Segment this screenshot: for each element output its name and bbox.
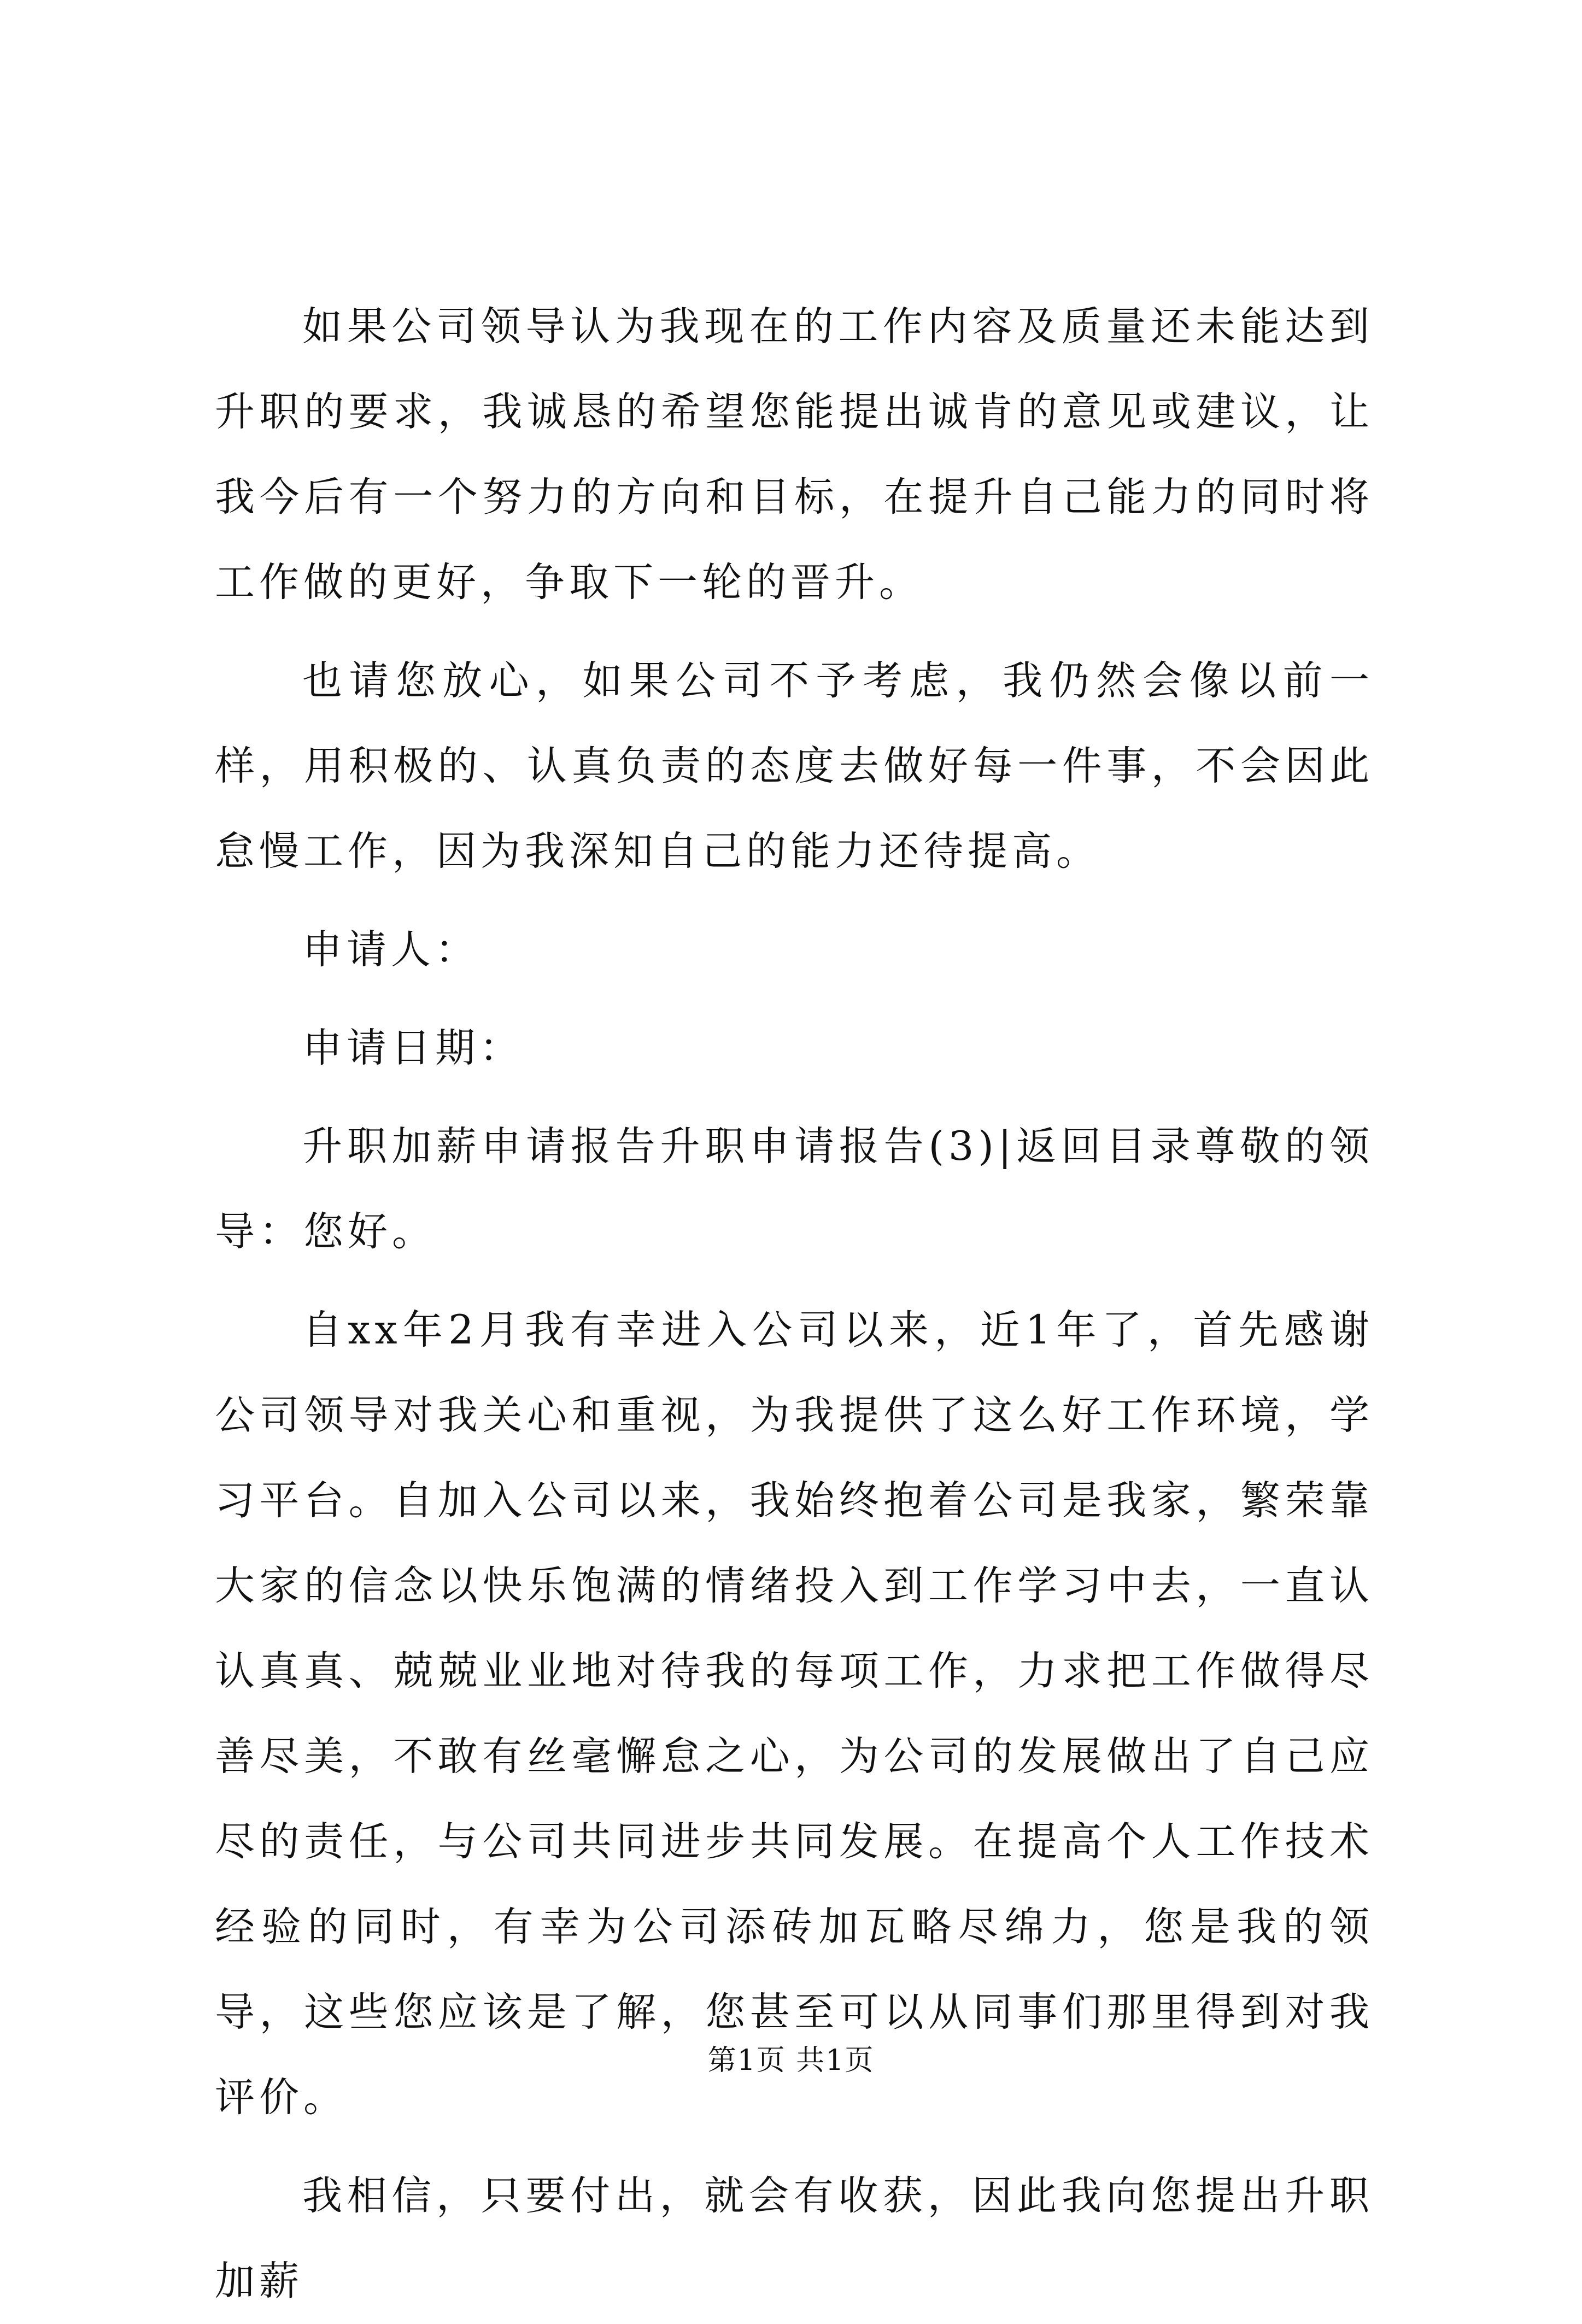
document-body	[215, 284, 1374, 2324]
applicant-line: 申请人：	[302, 926, 479, 973]
paragraph-promotion-feedback: 如果公司领导认为我现在的工作内容及质量还未能达到升职的要求，我诚恳的希望您能提出诚肯的意见或建议，让我今后有一个努力的方向和目标，在提升自己能力的同时将工作做的更好，争取下一轮的晋升。	[215, 303, 1374, 606]
paragraph-request: 我相信，只要付出，就会有收获，因此我向您提出升职加薪	[215, 2173, 1374, 2304]
paragraph-work-history: 自xx年2月我有幸进入公司以来，近1年了，首先感谢公司领导对我关心和重视，为我提供了这么好工作环境，学习平台。自加入公司以来，我始终抱着公司是我家，繁荣靠大家的信念以快乐饱满的情绪投入到工作学习中去，一直认认真真、兢兢业业地对待我的每项工作，力求把工作做得尽善尽美，不敢有丝毫懈怠之心，为公司的发展做出了自己应尽的责任，与公司共同进步共同发展。在提高个人工作技术经验的同时，有幸为公司添砖加瓦略尽绵力，您是我的领导，这些您应该是了解，您甚至可以从同事们那里得到对我评价。	[215, 1307, 1374, 2121]
application-date-line: 申请日期：	[302, 1025, 524, 1071]
report-heading-paragraph: 升职加薪申请报告升职申请报告(3)|返回目录尊敬的领导：您好。	[215, 1123, 1374, 1255]
paragraph-commitment: 也请您放心，如果公司不予考虑，我仍然会像以前一样，用积极的、认真负责的态度去做好每一件事，不会因此怠慢工作，因为我深知自己的能力还待提高。	[215, 658, 1374, 875]
page-footer: 第1页 共1页	[707, 2044, 875, 2077]
